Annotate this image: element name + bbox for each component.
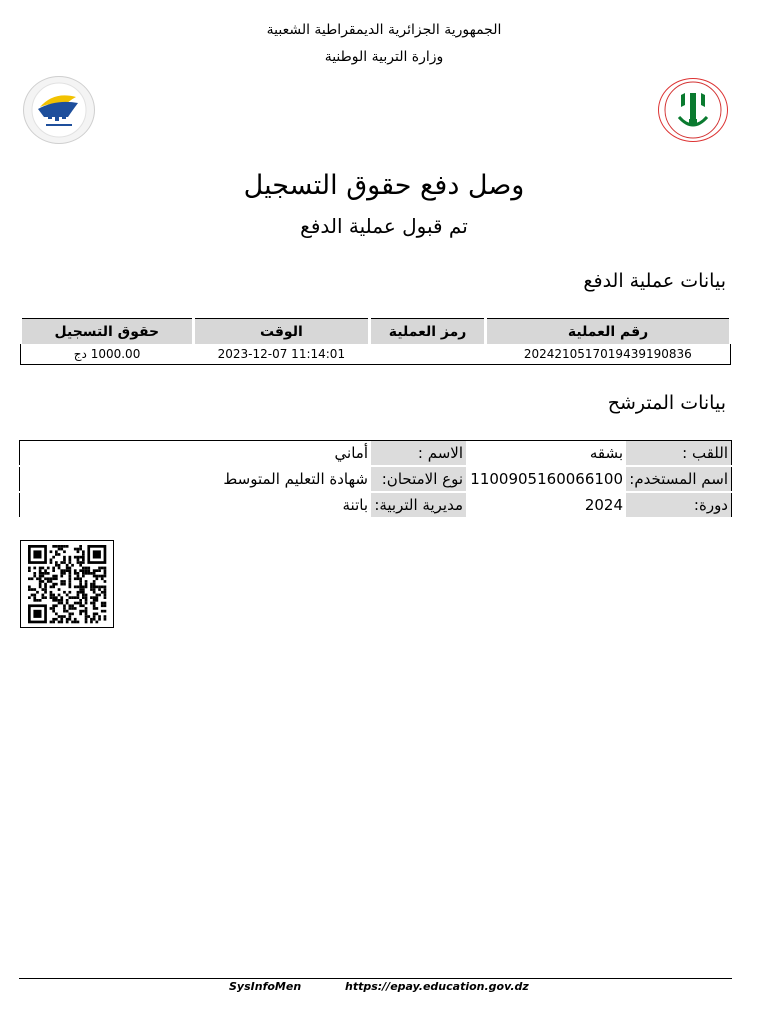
qr-code-icon: [21, 541, 113, 627]
col-operation-code: رمز العملية: [370, 319, 486, 345]
operation-time: 2023-12-07 11:14:01: [217, 347, 346, 361]
col-time: الوقت: [193, 319, 369, 345]
candidate-table: [19, 440, 732, 519]
footer-system-name: SysInfoMen: [229, 980, 302, 993]
qr-code: [20, 540, 114, 628]
candidate-section-heading: بيانات المترشح: [607, 392, 726, 414]
directorate-value: باتنة: [20, 492, 372, 518]
session-label: دورة:: [626, 492, 732, 518]
name-value: أماني: [20, 441, 372, 467]
payment-status: تم قبول عملية الدفع: [300, 214, 468, 238]
operation-code: [370, 344, 486, 365]
algerie-poste-logo: [23, 76, 95, 144]
operation-number: 20242105170194391908‎36: [523, 347, 692, 361]
surname-value: بشقه: [466, 441, 626, 467]
table-row: [21, 344, 731, 365]
exam-type-label: نوع الامتحان:: [371, 466, 466, 492]
ministry-emblem-logo: [658, 78, 728, 142]
table-row: [20, 466, 732, 492]
footer-url: https://epay.education.gov.dz: [345, 980, 529, 993]
table-row: [20, 492, 732, 518]
col-fees: حقوق التسجيل: [21, 319, 194, 345]
username-label: اسم المستخدم:: [626, 466, 732, 492]
ministry-name: وزارة التربية الوطنية: [324, 49, 444, 65]
surname-label: اللقب :: [626, 441, 732, 467]
session-value: 2024: [466, 492, 626, 518]
col-operation-number: رقم العملية: [486, 319, 731, 345]
directorate-label: مديرية التربية:: [371, 492, 466, 518]
country-name: الجمهورية الجزائرية الديمقراطية الشعبية: [266, 22, 502, 38]
payment-section-heading: بيانات عملية الدفع: [583, 270, 726, 292]
name-label: الاسم :: [371, 441, 466, 467]
table-row: [20, 441, 732, 467]
username-value: 1100905160066100: [466, 466, 626, 492]
receipt-title: وصل دفع حقوق التسجيل: [243, 170, 525, 201]
payment-table: [19, 318, 732, 365]
footer-divider: [19, 978, 732, 979]
registration-fees: 1000.00 دج: [73, 347, 141, 361]
exam-type-value: شهادة التعليم المتوسط: [20, 466, 372, 492]
